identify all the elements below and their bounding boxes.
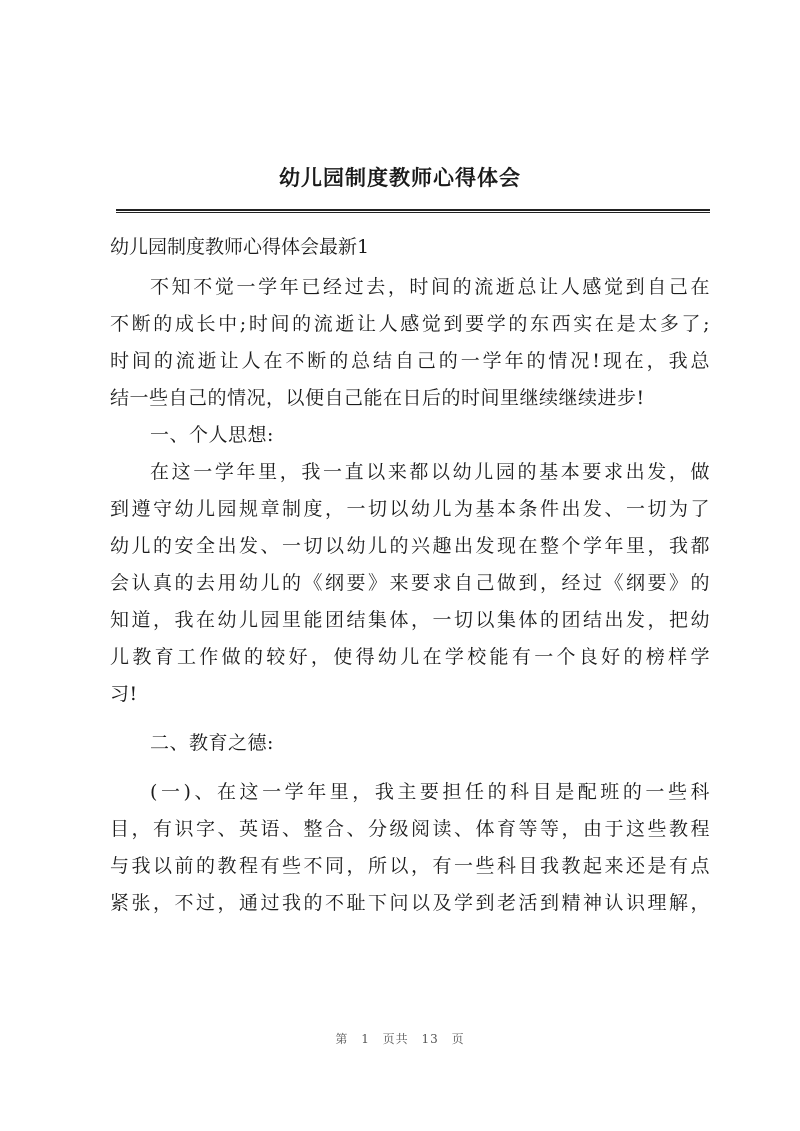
paragraph-gap	[110, 763, 710, 775]
section-heading-thoughts: 一、个人思想:	[150, 424, 274, 446]
body-line: 知道，我在幼儿园里能团结集体，一切以集体的团结出发，把幼	[110, 609, 710, 631]
body-line: 不断的成长中;时间的流逝让人感觉到要学的东西实在是太多了;	[110, 313, 710, 335]
body-line: 与我以前的教程有些不同，所以，有一些科目我教起来还是有点	[110, 855, 710, 877]
body-line: 儿教育工作做的较好，使得幼儿在学校能有一个良好的榜样学	[110, 646, 710, 668]
body-line: 目，有识字、英语、整合、分级阅读、体育等等，由于这些教程	[110, 818, 710, 840]
body-line: 幼儿的安全出发、一切以幼儿的兴趣出发现在整个学年里，我都	[110, 535, 710, 557]
body-line: 习!	[110, 683, 138, 705]
document-body	[110, 270, 710, 923]
body-line: 不知不觉一学年已经过去，时间的流逝总让人感觉到自己在	[150, 276, 710, 298]
section-heading-ethics: 二、教育之德:	[150, 732, 274, 754]
page-number: 第 1 页共 13 页	[335, 1032, 465, 1046]
page-title: 幼儿园制度教师心得体会	[279, 165, 521, 190]
body-line: (一)、在这一学年里，我主要担任的科目是配班的一些科	[150, 781, 710, 803]
body-line: 到遵守幼儿园规章制度，一切以幼儿为基本条件出发、一切为了	[110, 498, 710, 520]
body-line: 结一些自己的情况，以便自己能在日后的时间里继续继续进步!	[110, 387, 645, 409]
paragraph-gap	[110, 714, 710, 726]
title-divider	[116, 209, 710, 213]
body-line: 紧张，不过，通过我的不耻下问以及学到老活到精神认识理解，	[110, 892, 710, 914]
document-subtitle: 幼儿园制度教师心得体会最新1	[110, 236, 370, 258]
body-line: 在这一学年里，我一直以来都以幼儿园的基本要求出发，做	[150, 461, 710, 483]
body-line: 会认真的去用幼儿的《纲要》来要求自己做到，经过《纲要》的	[110, 572, 710, 594]
body-line: 时间的流逝让人在不断的总结自己的一学年的情况!现在，我总	[110, 350, 710, 372]
